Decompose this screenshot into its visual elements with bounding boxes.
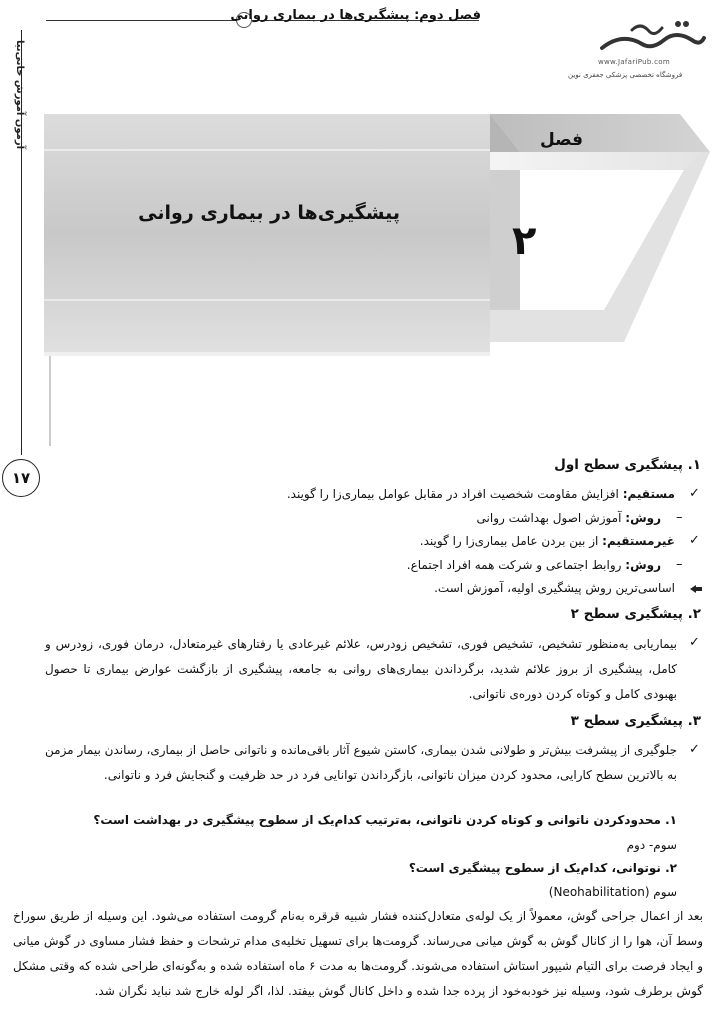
answer-1: سوم- دوم	[626, 838, 677, 852]
pointing-hand-icon	[689, 582, 703, 596]
direct-label: مستقیم:	[622, 487, 675, 501]
section-3-text: جلوگیری از پیشرفت بیش‌تر و طولانی شدن بیماری، کاستن شیوع آثار باقی‌مانده و ناتوانی حاصل از بیماری، رساندن بیمار مزمن به بالاترین سطح کارایی، محدود کردن میزان ناتوانی، بازگرداندن توانایی فرد در حد ظرفیت و گنجایش فرد و ناتوانی.	[45, 743, 677, 782]
section-2-heading: ۲. پیشگیری سطح ۲	[570, 606, 701, 622]
indirect-method-line	[407, 558, 661, 572]
chapter-title: پیشگیری‌ها در بیماری روانی	[138, 202, 400, 224]
check-icon: ✓	[689, 533, 700, 548]
indirect-method-label: روش:	[625, 558, 661, 572]
chapter-number: ۲	[512, 218, 537, 264]
direct-method-label: روش:	[625, 511, 661, 525]
section-3-heading: ۳. پیشگیری سطح ۳	[570, 713, 701, 729]
chapter-label: فصل	[540, 130, 584, 150]
dash-icon: –	[676, 557, 683, 572]
direct-method-text: آموزش اصول بهداشت روانی	[476, 511, 626, 525]
primary-indirect-line	[420, 534, 675, 548]
answer-2: سوم (Neohabilitation)	[548, 885, 677, 899]
logo-subtitle: فروشگاه تخصصی پزشکی جعفری نوین	[568, 71, 683, 79]
indirect-method-text: روابط اجتماعی و شرکت همه افراد اجتماع.	[406, 558, 626, 572]
check-icon: ✓	[689, 486, 700, 501]
indirect-text: از بین بردن عامل بیماری‌زا را گویند.	[419, 534, 603, 548]
logo-url: www.JafariPub.com	[598, 58, 670, 66]
running-header-title: فصل دوم: پیشگیری‌ها در بیماری روانی	[230, 8, 481, 23]
primary-note: اساسی‌ترین روش پیشگیری اولیه، آموزش است.	[434, 581, 675, 595]
check-icon: ✓	[689, 742, 700, 757]
primary-direct-line	[287, 487, 675, 501]
section-1-heading: ۱. پیشگیری سطح اول	[554, 457, 701, 473]
check-icon: ✓	[689, 635, 700, 650]
direct-text: افزایش مقاومت شخصیت افراد در مقابل عوامل بیماری‌زا را گویند.	[286, 487, 623, 501]
dash-icon: –	[676, 510, 683, 525]
question-1: ۱. محدودکردن ناتوانی و کوتاه کردن ناتوانی، به‌ترتیب کدام‌یک از سطوح پیشگیری در بهداشت است؟	[93, 813, 677, 827]
grommet-paragraph: بعد از اعمال جراحی گوش، معمولاً از یک لوله‌ی متعادل‌کننده فشار شبیه قرقره به‌نام گرومت استفاده می‌شود. این وسیله از طریق سوراخ وسط آن، هوا را از کانال گوش به گوش میانی می‌رساند. گرومت‌ها برای تسهیل تخلیه‌ی مدام ترشحات و حفظ فشار مساوی در گوش میانی و ایجاد فرصت برای التیام شیپور استاش استفاده می‌شوند. گرومت‌ها به مدت ۶ ماه استفاده شده و به‌گونه‌ای طراحی شده که وقتی مشکل گوش برطرف شود، وسیله نیز خودبه‌خود از پرده جدا شده و داخل کانال گوش بیفتد. لذا، اگر لوله خارج شد نباید نگران شد.	[13, 909, 704, 998]
section-2-text: بیماریابی به‌منظور تشخیص، تشخیص فوری، تشخیص زودرس، علائم غیرعادی یا رفتارهای غیرمتعادل، درمان فوری، زودرس و کامل، پیشگیری از بروز علائم شدید، برگرداندن بیماری‌های روانی به جامعه، پیشگیری از بازگشت عوارض بیماری تا حصول بهبودی کامل و کوتاه کردن دوره‌ی ناتوانی.	[45, 637, 677, 701]
chapter-banner	[44, 110, 710, 450]
page-number: ۱۷	[2, 459, 40, 497]
indirect-label: غیرمستقیم:	[602, 534, 675, 548]
question-2: ۲. نوتوانی، کدام‌یک از سطوح پیشگیری است؟	[408, 861, 677, 875]
side-vertical-text: آزمون آموزش خانی‌نیا	[14, 40, 25, 150]
direct-method-line	[477, 511, 661, 525]
